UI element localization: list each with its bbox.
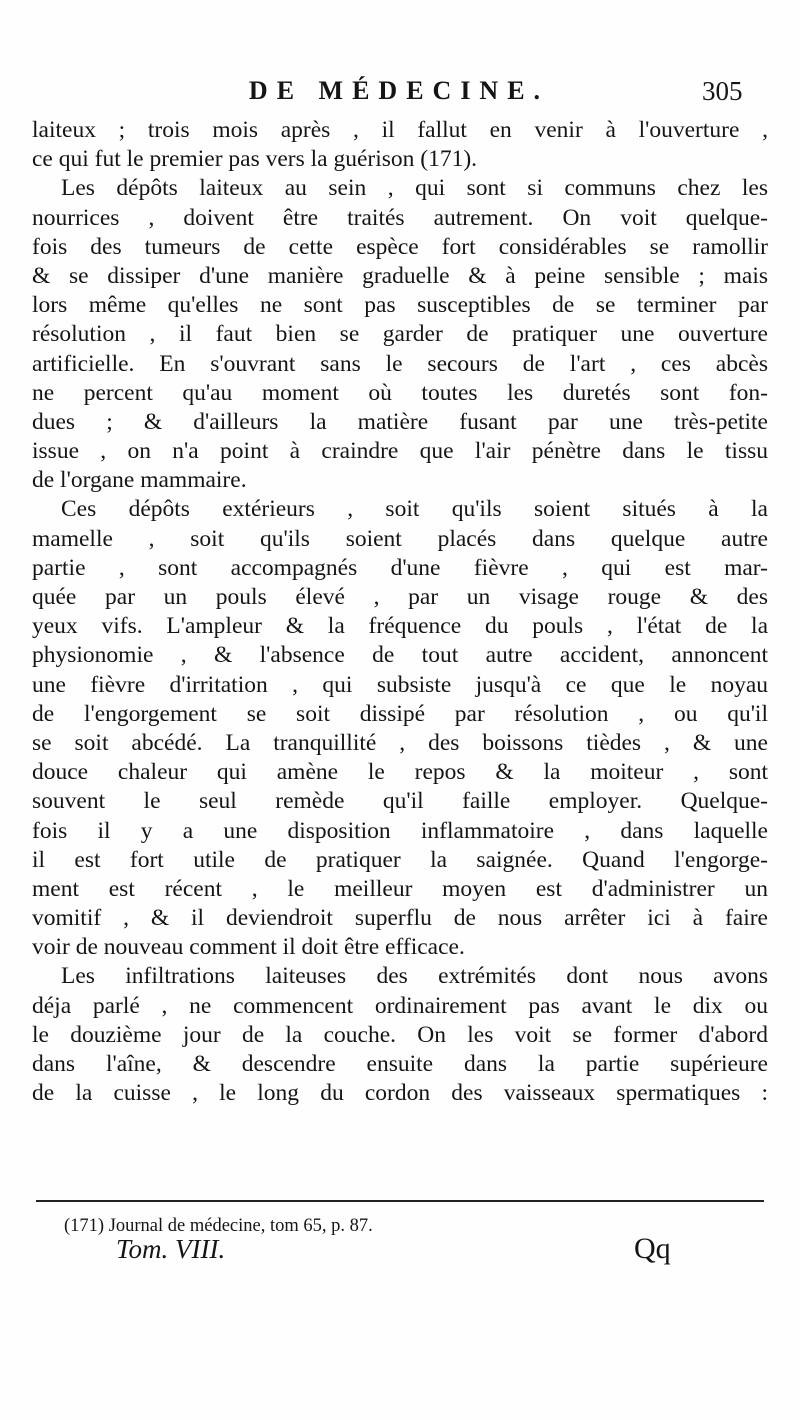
text-line: Les infiltrations laiteuses des extrémités dont nous avons [61, 963, 768, 990]
paragraph-4 [32, 962, 768, 1108]
text-line: lors même qu'elles ne sont pas susceptibles de se terminer par [32, 292, 768, 319]
text-line: dans l'aîne, & descendre ensuite dans la partie supérieure [32, 1051, 768, 1077]
text-line: déja parlé , ne commencent ordinairement pas avant le dix ou [32, 992, 768, 1019]
text-line: mamelle , soit qu'ils soient placés dans quelque autre [32, 525, 768, 552]
text-line: vomitif , & il deviendroit superflu de nous arrêter ici à faire [32, 905, 768, 932]
paragraph-2 [32, 174, 768, 495]
footnote: (171) Journal de médecine, tom 65, p. 87. [64, 1216, 373, 1236]
text-line: douce chaleur qui amène le repos & la moiteur , sont [32, 759, 768, 786]
text-line: yeux vifs. L'ampleur & la fréquence du pouls , l'état de la [32, 613, 768, 640]
text-line: se soit abcédé. La tranquillité , des boissons tièdes , & une [32, 729, 768, 756]
text-line: voir de nouveau comment il doit être efficace. [32, 934, 465, 961]
text-line: une fièvre d'irritation , qui subsiste jusqu'à ce que le noyau [32, 671, 768, 698]
text-line: il est fort utile de pratiquer la saignée. Quand l'engorge- [32, 846, 768, 873]
text-line: artificielle. En s'ouvrant sans le secours de l'art , ces abcès [32, 350, 768, 377]
text-line: nourrices , doivent être traités autrement. On voit quelque- [32, 204, 768, 231]
text-line: dues ; & d'ailleurs la matière fusant par une très-petite [32, 408, 768, 435]
text-line: résolution , il faut bien se garder de pratiquer une ouverture [32, 321, 768, 348]
text-line: ment est récent , le meilleur moyen est d'administrer un [32, 875, 768, 902]
text-line: Les dépôts laiteux au sein , qui sont si communs chez les [61, 175, 768, 202]
text-line: issue , on n'a point à craindre que l'air pénètre dans le tissu [32, 438, 768, 465]
text-line: laiteux ; trois mois après , il fallut en venir à l'ouverture , [32, 117, 768, 143]
footnote-divider [36, 1200, 764, 1202]
paragraph-1 [32, 116, 768, 174]
body-text [32, 116, 768, 1108]
text-line: partie , sont accompagnés d'une fièvre , qui est mar- [32, 554, 768, 581]
text-line: & se dissiper d'une manière graduelle & à peine sensible ; mais [32, 262, 768, 289]
paragraph-3 [32, 495, 768, 962]
text-line: ne percent qu'au moment où toutes les duretés sont fon- [32, 379, 768, 406]
text-line: Ces dépôts extérieurs , soit qu'ils soient situés à la [61, 496, 768, 523]
text-line: souvent le seul remède qu'il faille employer. Quelque- [32, 788, 768, 815]
text-line: quée par un pouls élevé , par un visage rouge & des [32, 584, 768, 610]
text-line: fois des tumeurs de cette espèce fort considérables se ramollir [32, 233, 768, 260]
text-line: fois il y a une disposition inflammatoire , dans laquelle [32, 817, 768, 844]
page-number: 305 [702, 76, 743, 106]
text-line: de l'organe mammaire. [32, 467, 247, 494]
running-title: DE MÉDECINE. [248, 76, 550, 105]
text-line: de l'engorgement se soit dissipé par résolution , ou qu'il [32, 700, 768, 727]
gathering-signature: Qq [634, 1232, 671, 1265]
volume-signature: Tom. VIII. [116, 1234, 226, 1264]
text-line: physionomie , & l'absence de tout autre accident, annoncent [32, 642, 768, 669]
text-line: de la cuisse , le long du cordon des vaisseaux spermatiques : [32, 1080, 768, 1107]
text-line: le douzième jour de la couche. On les voit se former d'abord [32, 1021, 768, 1048]
text-line: ce qui fut le premier pas vers la guérison (171). [32, 146, 478, 173]
